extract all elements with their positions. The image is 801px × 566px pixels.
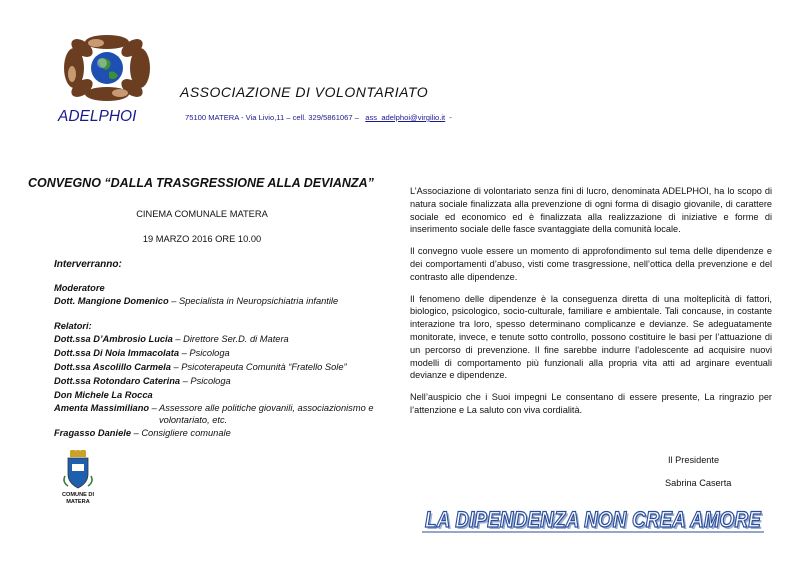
speaker-item [54,428,231,438]
date-time: 19 MARZO 2016 ORE 10.00 [142,234,262,244]
speaker-item [54,376,231,386]
speaker-name: Dott.ssa Rotondaro Caterina [54,376,181,386]
speaker-item [54,390,153,400]
speaker-role: volontariato, etc. [159,415,228,425]
speaker-item [54,348,230,358]
intervening-label: Interverranno: [54,259,122,270]
speaker-name: Dott.ssa Di Noia Immacolata [54,348,180,358]
speaker-name: Dott.ssa Ascolillo Carmela [54,362,171,372]
contact-email-link[interactable]: ass_adelphoi@virgilio.it [365,113,446,122]
slogan-banner [418,503,768,537]
letter-paragraph: Il fenomeno delle dipendenze è la conseguenza diretta di una molteplicità di fattori, biologico, psicologico, socio-culturale, familiare e ambientale. Tali concause, in costante interazione tra loro, spesso determinano complicanze e devianze. Se adeguatamente monitorate, invece, e tenute sotto controllo, possono costituire le basi per l’attuazione di un percorso di prevenzione. Il fine sarebbe indurre l’adolescente ad acquisire nuovi modelli di comportamento più funzionali alla propria vita atti ad arginare eventuali devianze e dipendenze. [410,293,772,381]
speaker-name: Amenta Massimiliano [54,403,150,413]
speaker-role: – Psicoterapeuta Comunità “Fratello Sole” [170,362,347,372]
moderator-role: – Specialista in Neuropsichiatria infantile [168,296,339,306]
letter-paragraph: L’Associazione di volontariato senza fini di lucro, denominata ADELPHOI, ha lo scopo di natura sociale finalizzata alla prevenzione di ogni forma di disagio giovanile, di carattere sociale ed economico ed è finalizzata alla realizzazione di iniziative e forme di inserimento sociale delle fasce svantaggiate della comunità locale. [410,186,772,235]
speaker-name: Dott.ssa D’Ambrosio Lucia [54,334,173,344]
letter-paragraph: Il convegno vuole essere un momento di approfondimento sul tema delle dipendenze e dei comportamenti d’abuso, visti come trasgressione, nell’ottica della prevenzione e del contrasto alle dipendenze. [410,246,772,282]
speaker-role-continuation [159,415,227,425]
contact-address: 75100 MATERA - Via Livio,11 – cell. 329/5861067 – [185,113,359,122]
speaker-role: – Assessore alle politiche giovanili, associazionismo e [149,403,374,413]
conference-title: CONVEGNO “DALLA TRASGRESSIONE ALLA DEVIANZA” [28,176,374,190]
signature-role: Il Presidente [668,455,720,465]
organization-name: ADELPHOI [58,108,137,125]
speaker-item [54,403,374,413]
letter-paragraph: Nell’auspicio che i Suoi impegni Le consentano di essere presente, La ringrazio per l’attenzione e La saluto con viva cordialità. [410,392,772,415]
speaker-item [54,334,289,344]
speaker-role: – Psicologa [180,376,231,386]
organization-type: ASSOCIAZIONE DI VOLONTARIATO [180,84,429,100]
slogan-shadow: LA DIPENDENZA NON CREA AMORE [427,509,764,534]
moderator-label: Moderatore [54,283,105,293]
moderator-entry [54,296,338,306]
municipality-crest [60,450,96,490]
speaker-role: – Psicologa [179,348,230,358]
signature-name: Sabrina Caserta [665,478,732,488]
speaker-name: Fragasso Daniele [54,428,131,438]
venue: CINEMA COMUNALE MATERA [136,209,268,219]
municipality-label-line2: MATERA [66,499,90,505]
municipality-label-line1: COMUNE DI [61,492,94,498]
speakers-label: Relatori: [54,321,92,331]
speaker-item [54,362,347,372]
moderator-name: Dott. Mangione Domenico [54,296,169,306]
speaker-role: – Direttore Ser.D. di Matera [172,334,289,344]
slogan-text: LA DIPENDENZA NON CREA AMORE [425,507,762,532]
contact-suffix: - [449,113,452,122]
letter-body [410,185,772,426]
association-logo [60,34,154,102]
organization-contact [185,113,452,122]
municipality-label [52,492,104,506]
speaker-role: – Consigliere comunale [131,428,231,438]
programme-column [22,176,392,190]
speaker-name: Don Michele La Rocca [54,390,153,400]
